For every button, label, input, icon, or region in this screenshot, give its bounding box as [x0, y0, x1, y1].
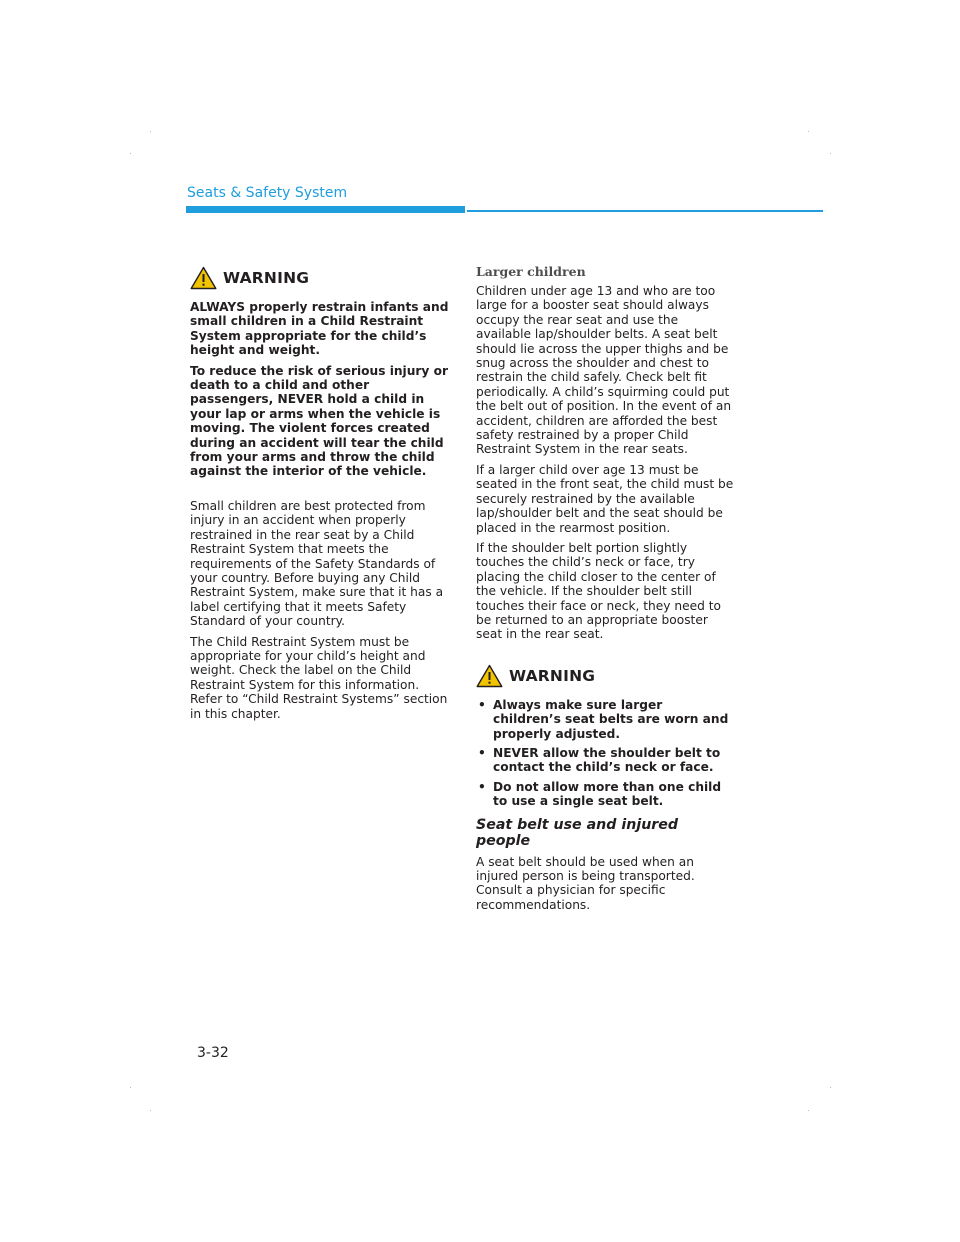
- body-paragraph: If the shoulder belt portion slightly touches the child’s neck or face, try placing the child closer to the center of the vehicle. If the shoulder belt still touches their face or neck, they need to be returned to an appropriate booster seat in the rear seat.: [476, 540, 721, 642]
- crop-mark: [808, 1110, 809, 1111]
- warning-paragraph: To reduce the risk of serious injury or death to a child and other passengers, NEVER hold a child in your lap or arms when the vehicle is moving. The violent forces created during an accident will tear the child from your arms and throw the child against the interior of the vehicle.: [190, 363, 448, 479]
- crop-mark: [808, 131, 809, 132]
- list-item: • Always make sure larger children’s seat belts are worn and properly adjusted.: [478, 697, 729, 741]
- list-item: • NEVER allow the shoulder belt to contact the child’s neck or face.: [478, 745, 721, 775]
- warning-label: WARNING: [223, 269, 310, 287]
- warning-triangle-icon: [476, 664, 503, 688]
- left-column: [190, 266, 452, 727]
- section-title: Seats & Safety System: [187, 185, 348, 201]
- warning-bullet-list: [476, 698, 734, 809]
- page-number: 3-32: [197, 1045, 229, 1061]
- crop-mark: [150, 1110, 151, 1111]
- warning-header: [476, 664, 734, 688]
- section-heading: Seat belt use and injured people: [476, 816, 679, 849]
- crop-mark: [830, 153, 831, 154]
- crop-mark: [830, 1087, 831, 1088]
- header-rule-thin: [467, 210, 823, 212]
- list-item: • Do not allow more than one child to use a single seat belt.: [478, 779, 722, 809]
- warning-triangle-icon: [190, 266, 217, 290]
- body-paragraph: A seat belt should be used when an injured person is being transported. Consult a physician for specific recommendations.: [476, 854, 695, 912]
- subheading-larger-children: Larger children: [476, 264, 586, 279]
- warning-label: WARNING: [509, 666, 596, 685]
- body-paragraph: The Child Restraint System must be appropriate for your child’s height and weight. Check the label on the Child Restraint System for this information. Refer to “Child Restraint Systems” section in this chapter.: [190, 634, 448, 721]
- body-paragraph: If a larger child over age 13 must be seated in the front seat, the child must be securely restrained by the available lap/shoulder belt and the seat should be placed in the rearmost position.: [476, 462, 734, 535]
- body-paragraph: Small children are best protected from injury in an accident when properly restrained in the rear seat by a Child Restraint System that meets the requirements of the Safety Standards of your country. Before buying any Child Restraint System, make sure that it has a label certifying that it meets Safety Standard of your country.: [190, 498, 444, 629]
- body-paragraph: Children under age 13 and who are too large for a booster seat should always occupy the rear seat and use the available lap/shoulder belts. A seat belt should lie across the upper thighs and be snug across the shoulder and chest to restrain the child safely. Check belt fit periodically. A child’s squirming could put the belt out of position. In the event of an accident, children are afforded the best safety restrained by a proper Child Restraint System in the rear seats.: [476, 284, 732, 457]
- warning-header: [190, 266, 452, 290]
- header-rule-thick: [186, 206, 465, 213]
- warning-paragraph: ALWAYS properly restrain infants and small children in a Child Restraint System appropriate for the child’s height and weight.: [190, 300, 449, 358]
- crop-mark: [150, 131, 151, 132]
- right-column: [476, 264, 734, 918]
- crop-mark: [130, 1087, 131, 1088]
- crop-mark: [130, 153, 131, 154]
